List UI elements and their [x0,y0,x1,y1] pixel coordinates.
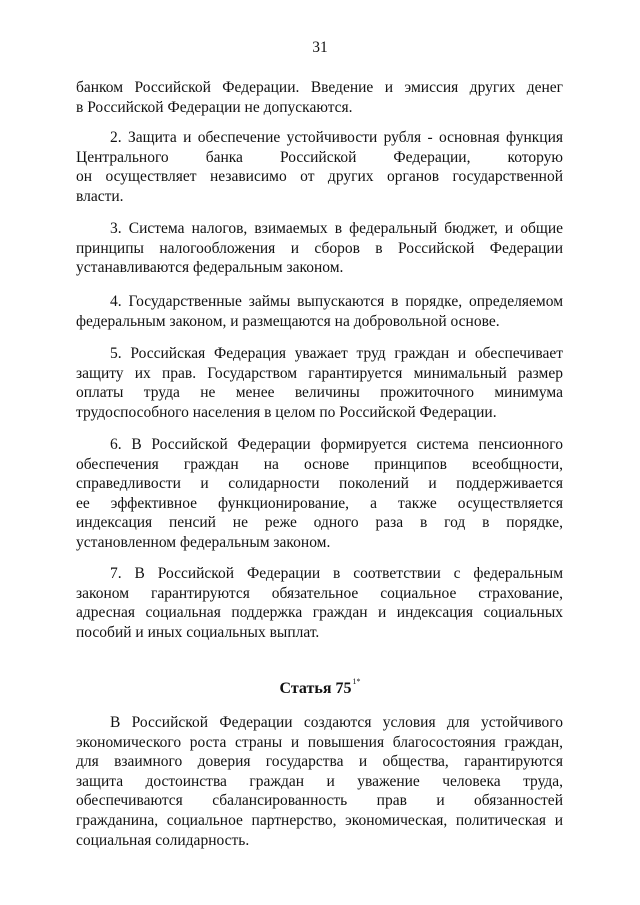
page-number: 31 [312,39,328,56]
paragraph-3 [76,219,563,278]
paragraph-6 [76,435,563,553]
text-line: трудоспособного населения в целом по Российской Федерации. [76,403,497,421]
paragraph-continuation [76,78,563,117]
paragraph-5 [76,344,563,422]
text-line: власти. [76,187,124,205]
text-line: федеральным законом, и размещаются на добровольной основе. [76,312,500,330]
article-body [76,713,563,850]
text-line: 3. Система налогов, взимаемых в федеральный бюджет, и общие [110,220,563,237]
text-line: Центрального банка Российской Федерации, которую [76,148,563,166]
text-line: социальная солидарность. [76,831,250,849]
text-line: законом гарантируются обязательное социальное страхование, [76,584,563,602]
text-line: в Российской Федерации не допускаются. [76,98,353,116]
text-line: банком Российской Федерации. Введение и эмиссия других денег [76,79,563,96]
article-heading [0,672,640,699]
article-title: Статья 75 [279,680,352,697]
text-line: 6. В Российской Федерации формируется система пенсионного [110,436,563,453]
text-line: индексация пенсий не реже одного раза в год в порядке, [76,514,563,532]
text-line: устанавливаются федеральным законом. [76,259,344,277]
text-line: 7. В Российской Федерации в соответствии с федеральным [110,565,563,582]
text-line: оплаты труда не менее величины прожиточного минимума [76,384,563,402]
article-superscript: 1* [352,677,361,686]
text-line: он осуществляет независимо от других органов государственной [76,168,563,186]
text-line: 4. Государственные займы выпускаются в порядке, определяемом [110,293,563,310]
text-line: справедливости и солидарности поколений и поддерживается [76,475,563,493]
text-line: для взаимного доверия государства и общества, гарантируются [76,753,563,771]
text-line: пособий и иных социальных выплат. [76,623,320,641]
paragraph-2 [76,128,563,206]
paragraph-7 [76,564,563,642]
text-line: 2. Защита и обеспечение устойчивости рубля - основная функция [110,129,563,146]
text-line: гражданина, социальное партнерство, экономическая, политическая и [76,811,563,829]
text-line: установленном федеральным законом. [76,533,331,551]
text-line: защиту их прав. Государством гарантируется минимальный размер [76,364,563,382]
text-line: обеспечиваются сбалансированность прав и обязанностей [76,792,563,810]
text-line: 5. Российская Федерация уважает труд граждан и обеспечивает [110,345,563,362]
text-line: принципы налогообложения и сборов в Российской Федерации [76,239,563,257]
text-line: В Российской Федерации создаются условия для устойчивого [110,714,563,731]
text-line: экономического роста страны и повышения благосостояния граждан, [76,733,563,751]
text-line: обеспечения граждан на основе принципов всеобщности, [76,455,563,473]
paragraph-4 [76,292,563,331]
text-line: адресная социальная поддержка граждан и индексация социальных [76,604,563,622]
text-line: защита достоинства граждан и уважение человека труда, [76,772,563,790]
text-line: ее эффективное функционирование, а также осуществляется [76,494,563,512]
